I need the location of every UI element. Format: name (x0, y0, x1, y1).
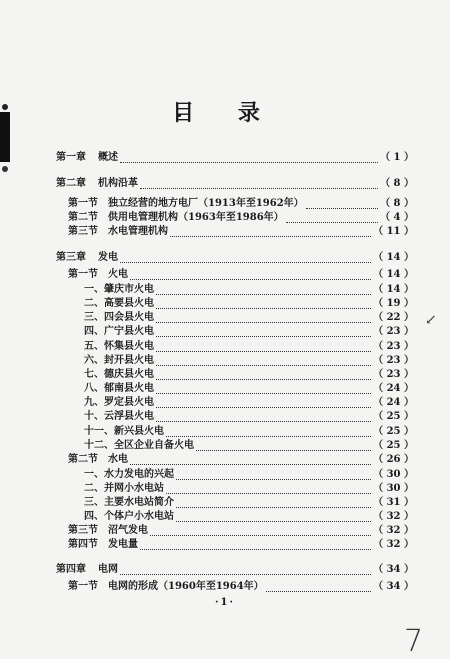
toc-leader-dots (150, 526, 371, 536)
toc-entry-title: 电网 (98, 564, 118, 575)
page-number: ·1· (215, 597, 235, 608)
toc-entry-title: 四、个体户小水电站 (84, 511, 174, 522)
toc-entry (84, 496, 414, 510)
toc-entry (84, 354, 414, 368)
toc-entry-title: 二、高要县火电 (84, 298, 154, 309)
toc-entry-page: （ 23 ） (373, 341, 414, 352)
toc-entry-title: 供用电管理机构（1963年至1986年） (108, 212, 284, 223)
toc-entry-title: 火电 (108, 269, 128, 280)
toc-entry-title: 九、罗定县火电 (84, 397, 154, 408)
toc-entry (68, 524, 414, 538)
toc-entry-page: （ 30 ） (373, 483, 414, 494)
toc-entry-title: 十一、新兴县火电 (84, 426, 164, 437)
toc-leader-dots (156, 412, 371, 422)
toc-entry-title: 沼气发电 (108, 525, 148, 536)
toc-entry-title: 十二、全区企业自备火电 (84, 440, 194, 451)
toc-entry-page: （ 31 ） (373, 497, 414, 508)
toc-entry-title: 七、德庆县火电 (84, 369, 154, 380)
toc-entry (68, 580, 414, 594)
toc-entry (56, 177, 414, 191)
toc-entry-label: 第三节 (68, 226, 98, 237)
toc-entry-title: 水电管理机构 (108, 226, 168, 237)
toc-entry-page: （ 23 ） (373, 369, 414, 380)
page-title: 目 录 (172, 100, 278, 126)
toc-entry-page: （ 24 ） (373, 383, 414, 394)
toc-entry (84, 410, 414, 424)
toc-entry-title: 发电 (98, 252, 118, 263)
toc-leader-dots (130, 455, 371, 465)
toc-entry-title: 三、四会县火电 (84, 312, 154, 323)
toc-entry-page: （ 11 ） (373, 226, 414, 237)
toc-entry-title: 八、郁南县火电 (84, 383, 154, 394)
toc-leader-dots (166, 427, 371, 437)
toc-entry-label: 第二节 (68, 454, 98, 465)
toc-entry-page: （ 25 ） (373, 426, 414, 437)
corner-page-mark: 7 (404, 624, 424, 659)
toc-leader-dots (156, 384, 371, 394)
toc-leader-dots (176, 512, 371, 522)
toc-leader-dots (130, 270, 371, 280)
toc-entry-page: （ 34 ） (373, 564, 414, 575)
toc-leader-dots (156, 285, 371, 295)
toc-entry-label: 第二章 (56, 178, 86, 189)
toc-entry (84, 311, 414, 325)
toc-leader-dots (140, 540, 371, 550)
toc-entry (68, 453, 414, 467)
toc-entry-label: 第三节 (68, 525, 98, 536)
toc-entry (68, 268, 414, 282)
toc-entry-page: （ 8 ） (380, 198, 414, 209)
toc-entry-page: （ 8 ） (380, 178, 414, 189)
toc-entry-page: （ 25 ） (373, 411, 414, 422)
toc-leader-dots (170, 227, 371, 237)
toc-entry (56, 563, 414, 577)
toc-leader-dots (156, 356, 371, 366)
toc-entry-page: （ 22 ） (373, 312, 414, 323)
toc-entry-title: 十、云浮县火电 (84, 411, 154, 422)
toc-entry-title: 一、水力发电的兴起 (84, 469, 174, 480)
toc-entry-title: 六、封开县火电 (84, 355, 154, 366)
toc-entry-title: 四、广宁县火电 (84, 326, 154, 337)
toc-entry-title: 电网的形成（1960年至1964年） (108, 581, 264, 592)
toc-entry (68, 197, 414, 211)
toc-entry-label: 第一节 (68, 198, 98, 209)
toc-entry (56, 151, 414, 165)
toc-entry (84, 325, 414, 339)
toc-leader-dots (166, 484, 371, 494)
toc-entry-label: 第一节 (68, 581, 98, 592)
toc-entry-title: 水电 (108, 454, 128, 465)
pen-mark: ↙ (425, 312, 437, 328)
toc-entry-title: 一、肇庆市火电 (84, 284, 154, 295)
toc-entry-page: （ 4 ） (380, 212, 414, 223)
toc-entry (68, 538, 414, 552)
toc-leader-dots (120, 253, 371, 263)
toc-entry (84, 340, 414, 354)
toc-entry-page: （ 32 ） (373, 539, 414, 550)
toc-leader-dots (120, 565, 371, 575)
toc-entry (68, 225, 414, 239)
toc-leader-dots (156, 370, 371, 380)
toc-leader-dots (120, 153, 378, 163)
toc-entry-title: 概述 (98, 152, 118, 163)
toc-entry-page: （ 30 ） (373, 469, 414, 480)
toc-entry-label: 第二节 (68, 212, 98, 223)
toc-entry-label: 第三章 (56, 252, 86, 263)
toc-entry-page: （ 23 ） (373, 326, 414, 337)
toc-leader-dots (176, 498, 371, 508)
toc-entry (84, 382, 414, 396)
toc-entry-page: （ 23 ） (373, 355, 414, 366)
toc-entry-title: 独立经营的地方电厂（1913年至1962年） (108, 198, 304, 209)
toc-leader-dots (196, 441, 371, 451)
toc-entry (84, 510, 414, 524)
toc-entry-title: 机构沿革 (98, 178, 138, 189)
toc-leader-dots (156, 398, 371, 408)
toc-entry (84, 396, 414, 410)
toc-leader-dots (156, 327, 371, 337)
toc-entry-page: （ 25 ） (373, 440, 414, 451)
toc-leader-dots (156, 313, 371, 323)
toc-entry (56, 251, 414, 265)
toc-entry-label: 第一节 (68, 269, 98, 280)
toc-entry-page: （ 14 ） (373, 284, 414, 295)
toc-leader-dots (176, 470, 371, 480)
toc-leader-dots (156, 299, 371, 309)
toc-entry-label: 第四章 (56, 564, 86, 575)
toc-entry-title: 三、主要水电站简介 (84, 497, 174, 508)
toc-entry (84, 368, 414, 382)
toc-entry-page: （ 32 ） (373, 511, 414, 522)
toc-entry-label: 第一章 (56, 152, 86, 163)
toc-entry-page: （ 26 ） (373, 454, 414, 465)
toc-leader-dots (306, 199, 378, 209)
toc-entry-page: （ 19 ） (373, 298, 414, 309)
toc-leader-dots (140, 179, 378, 189)
toc-entry-title: 五、怀集县火电 (84, 341, 154, 352)
toc-entry-page: （ 14 ） (373, 252, 414, 263)
toc-entry-title: 二、并网小水电站 (84, 483, 164, 494)
toc-entry-page: （ 14 ） (373, 269, 414, 280)
toc-leader-dots (266, 582, 371, 592)
toc-entry-page: （ 24 ） (373, 397, 414, 408)
toc-entry-title: 发电量 (108, 539, 138, 550)
toc-entry (84, 468, 414, 482)
toc-entry-page: （ 1 ） (380, 152, 414, 163)
toc-entry (84, 297, 414, 311)
toc-entry-page: （ 32 ） (373, 525, 414, 536)
toc-entry-page: （ 34 ） (373, 581, 414, 592)
toc-entry (84, 482, 414, 496)
toc-entry (84, 439, 414, 453)
toc-entry (84, 283, 414, 297)
toc-leader-dots (286, 213, 378, 223)
toc-leader-dots (156, 342, 371, 352)
toc-entry-label: 第四节 (68, 539, 98, 550)
toc-entry (84, 425, 414, 439)
toc-entry (68, 211, 414, 225)
